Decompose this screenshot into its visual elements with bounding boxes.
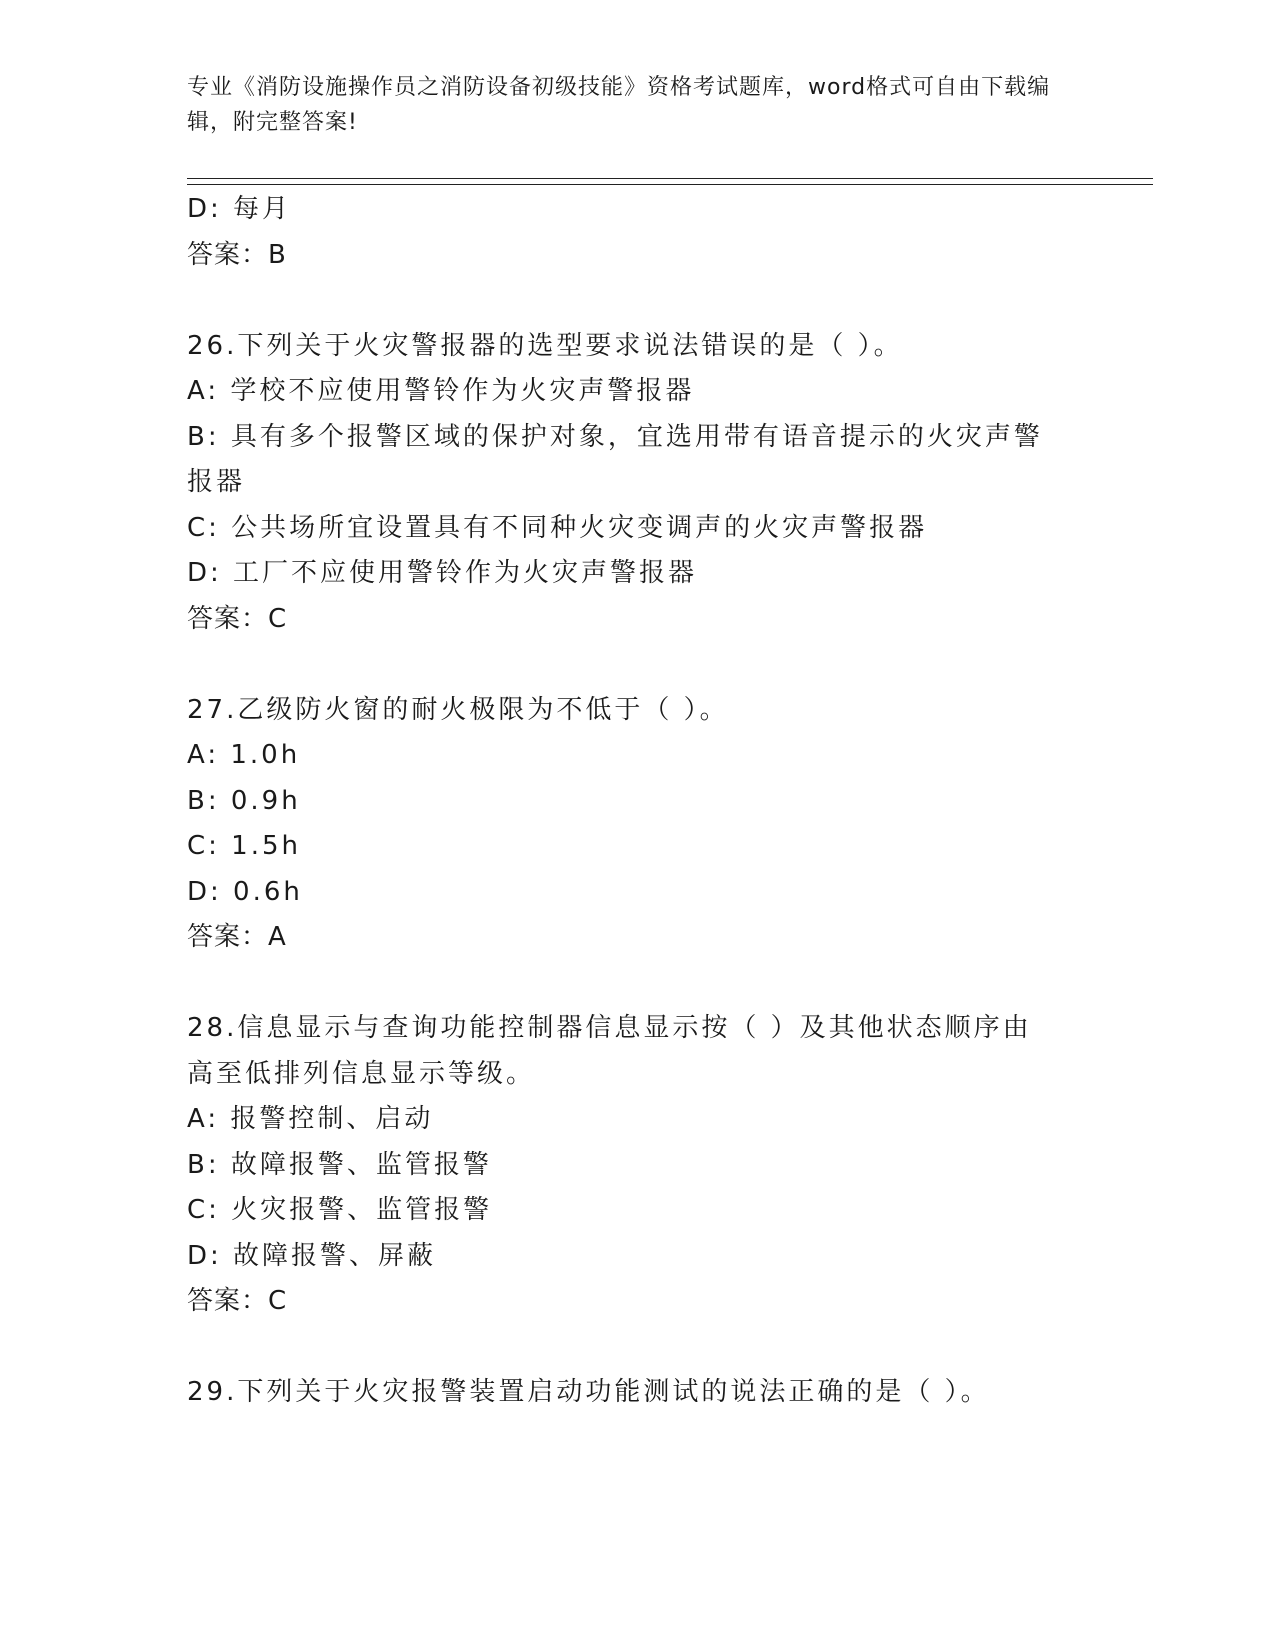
option-b: B: 故障报警、监管报警 [187,1149,492,1180]
option-a: A: 学校不应使用警铃作为火灾声警报器 [187,376,695,406]
header-rule-top [187,178,1153,179]
spacer [187,1325,1087,1371]
spacer [187,642,1087,688]
question-stem: 26.下列关于火灾警报器的选型要求说法错误的是（ ）。 [187,330,903,361]
option-c: C: 公共场所宜设置具有不同种火灾变调声的火灾声警报器 [187,512,928,543]
question-stem: 28.信息显示与查询功能控制器信息显示按（ ）及其他状态顺序由高至低排列信息显示等级。 [187,1013,1032,1089]
question-stem: 27.乙级防火窗的耐火极限为不低于（ ）。 [187,694,729,725]
option-a: A: 1.0h [187,740,301,770]
option-c: C: 火灾报警、监管报警 [187,1195,493,1225]
question-list [187,187,1087,1416]
document-header: 专业《消防设施操作员之消防设备初级技能》资格考试题库，word格式可自由下载编辑，附完整答案! [187,75,1051,135]
option-b: B: 具有多个报警区域的保护对象，宜选用带有语音提示的火灾声警报器 [187,421,1043,497]
question-26 [187,324,1087,643]
answer-line: 答案：B [187,239,287,270]
question-stem: 29.下列关于火灾报警装置启动功能测试的说法正确的是（ ）。 [187,1377,990,1407]
question-29 [187,1370,1087,1416]
spacer [187,961,1087,1007]
answer-line: 答案：A [187,922,287,952]
spacer [187,278,1087,324]
option-d: D: 工厂不应使用警铃作为火灾声警报器 [187,558,698,588]
question-27 [187,688,1087,961]
option-c: C: 1.5h [187,831,302,861]
answer-line: 答案：C [187,1286,288,1316]
option-d: D: 故障报警、屏蔽 [187,1240,437,1271]
option-d: D: 每月 [187,194,292,224]
question-28 [187,1006,1087,1325]
option-d: D: 0.6h [187,876,303,907]
header-rule-bottom [187,184,1153,185]
option-a: A: 报警控制、启动 [187,1104,434,1134]
answer-line: 答案：C [187,603,288,634]
option-b: B: 0.9h [187,785,301,816]
